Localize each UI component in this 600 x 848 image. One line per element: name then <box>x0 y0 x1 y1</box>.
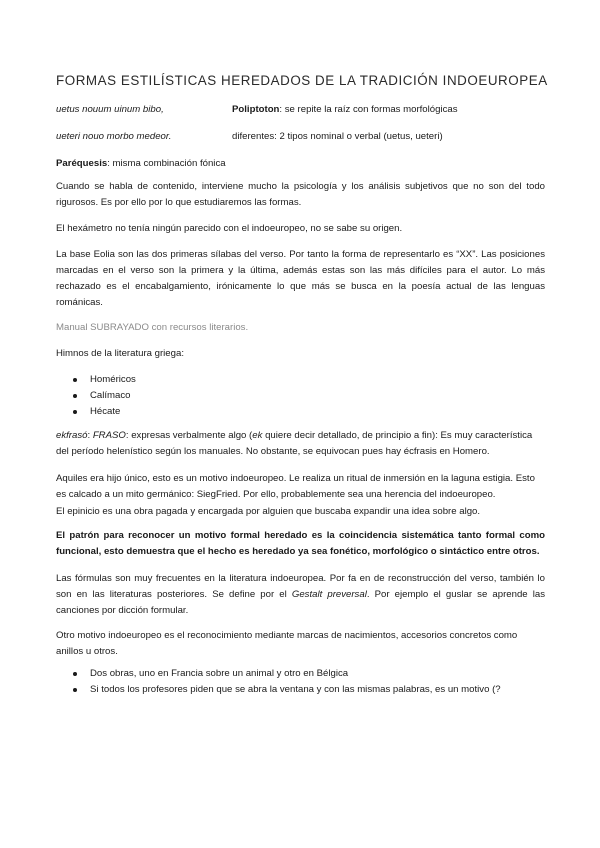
text-span: Las fórmulas son muy frecuentes en la literatura indoeuropea. Por fa en de reconstrucción del verso, también lo son en las literaturas posteriores. Se define por el <box>56 573 545 600</box>
paragraph-text: Cuando se habla de contenido, interviene mucho la psicología y los análisis subjetivos que no son del todo rigurosos. Es por ello por lo que estudiaremos las formas. <box>56 181 545 208</box>
list-item-text: Si todos los profesores piden que se abra la ventana y con las mismas palabras, es un motivo (? <box>90 684 501 695</box>
paragraph-contenido <box>56 179 545 211</box>
text-span: : <box>87 430 93 441</box>
paragraph-ekfraso <box>56 428 545 460</box>
paragraph-text: Himnos de la literatura griega: <box>56 348 184 359</box>
poliptoton-continuation: diferentes: 2 tipos nominal o verbal (uetus, ueteri) <box>232 131 443 142</box>
paragraph-base-eolia <box>56 247 545 311</box>
latin-example-1: uetus nouum uinum bibo, <box>56 104 164 115</box>
pareq-paragraph <box>56 156 545 172</box>
paragraph-aquiles <box>56 471 545 520</box>
paragraph-text: La base Eolia son las dos primeras sílabas del verso. Por tanto la forma de representarlo es “XX”. Las posiciones marcadas en el verso son la primera y la última, además estas son las más difíciles para el autor. Lo más rechazado es el encabalgamiento, irónicamente lo que más se busca en la poesía actual de las lenguas románicas. <box>56 249 545 308</box>
paragraph-formulas <box>56 571 545 619</box>
list-item <box>56 404 546 420</box>
list-item-text: Hécate <box>90 406 121 417</box>
list-item <box>56 666 546 682</box>
page-title: FORMAS ESTILÍSTICAS HEREDADOS DE LA TRADICIÓN INDOEUROPEA <box>56 73 548 88</box>
manual-note <box>56 320 545 336</box>
poliptoton-text: : se repite la raíz con formas morfológicas <box>279 104 458 115</box>
paragraph-text: Aquiles era hijo único, esto es un motivo indoeuropeo. Le realiza un ritual de inmersión en la laguna estigia. Esto es calcado a un mito germánico: SiegFried. Por ello, probablemente sea una herencia del indoeuropeo. <box>56 473 535 500</box>
paragraph-hexametro <box>56 221 545 237</box>
ek-term: ek <box>252 430 263 441</box>
poliptoton-definition <box>232 104 458 115</box>
text-span: : expresas verbalmente algo ( <box>125 430 253 441</box>
list-item-text: Calímaco <box>90 390 131 401</box>
fraso-term: FRASO <box>92 430 126 441</box>
bullet-icon <box>73 672 77 676</box>
paragraph-patron <box>56 528 545 560</box>
bullet-icon <box>73 688 77 692</box>
text-span: . Por ejemplo el guslar se aprende las canciones por dicción formular. <box>56 589 545 616</box>
list-item <box>56 682 546 698</box>
gestalt-term: Gestalt preversal <box>291 589 367 600</box>
himnos-list <box>56 372 546 420</box>
paragraph-text: Otro motivo indoeuropeo es el reconocimiento mediante marcas de nacimientos, accesorios concretos como anillos u otros. <box>56 630 518 657</box>
list-item <box>56 372 546 388</box>
himnos-heading <box>56 346 545 362</box>
paragraph-text: El hexámetro no tenía ningún parecido con el indoeuropeo, no se sabe su origen. <box>56 223 403 234</box>
pareq-text: : misma combinación fónica <box>107 158 226 169</box>
bullet-icon <box>73 378 77 382</box>
bullet-icon <box>73 394 77 398</box>
paragraph-text: El epinicio es una obra pagada y encargada por alguien que buscaba expandir una idea sobre algo. <box>56 506 481 517</box>
text-span: quiere decir detallado, de principio a fin): Es muy característica del período helenístico según los manuales. No obstante, se equivocan pues hay écfrasis en Homero. <box>56 430 533 457</box>
poliptoton-term: Poliptoton <box>232 104 280 115</box>
list-item-text: Dos obras, uno en Francia sobre un animal y otro en Bélgica <box>90 668 349 679</box>
list-item-text: Homéricos <box>90 374 136 385</box>
ekfraso-term: ekfrasó <box>56 430 88 441</box>
paragraph-text: Manual SUBRAYADO con recursos literarios. <box>56 322 249 333</box>
motivo-list <box>56 666 546 698</box>
pareq-term: Paréquesis <box>56 158 108 169</box>
paragraph-text: El patrón para reconocer un motivo formal heredado es la coincidencia sistemática tanto formal como funcional, esto demuestra que el hecho es heredado ya sea fonético, morfológico o sintáctico entre otros. <box>56 530 545 557</box>
list-item <box>56 388 546 404</box>
bullet-icon <box>73 410 77 414</box>
paragraph-reconocimiento <box>56 628 545 660</box>
latin-example-2: ueteri nouo morbo medeor. <box>56 131 172 142</box>
